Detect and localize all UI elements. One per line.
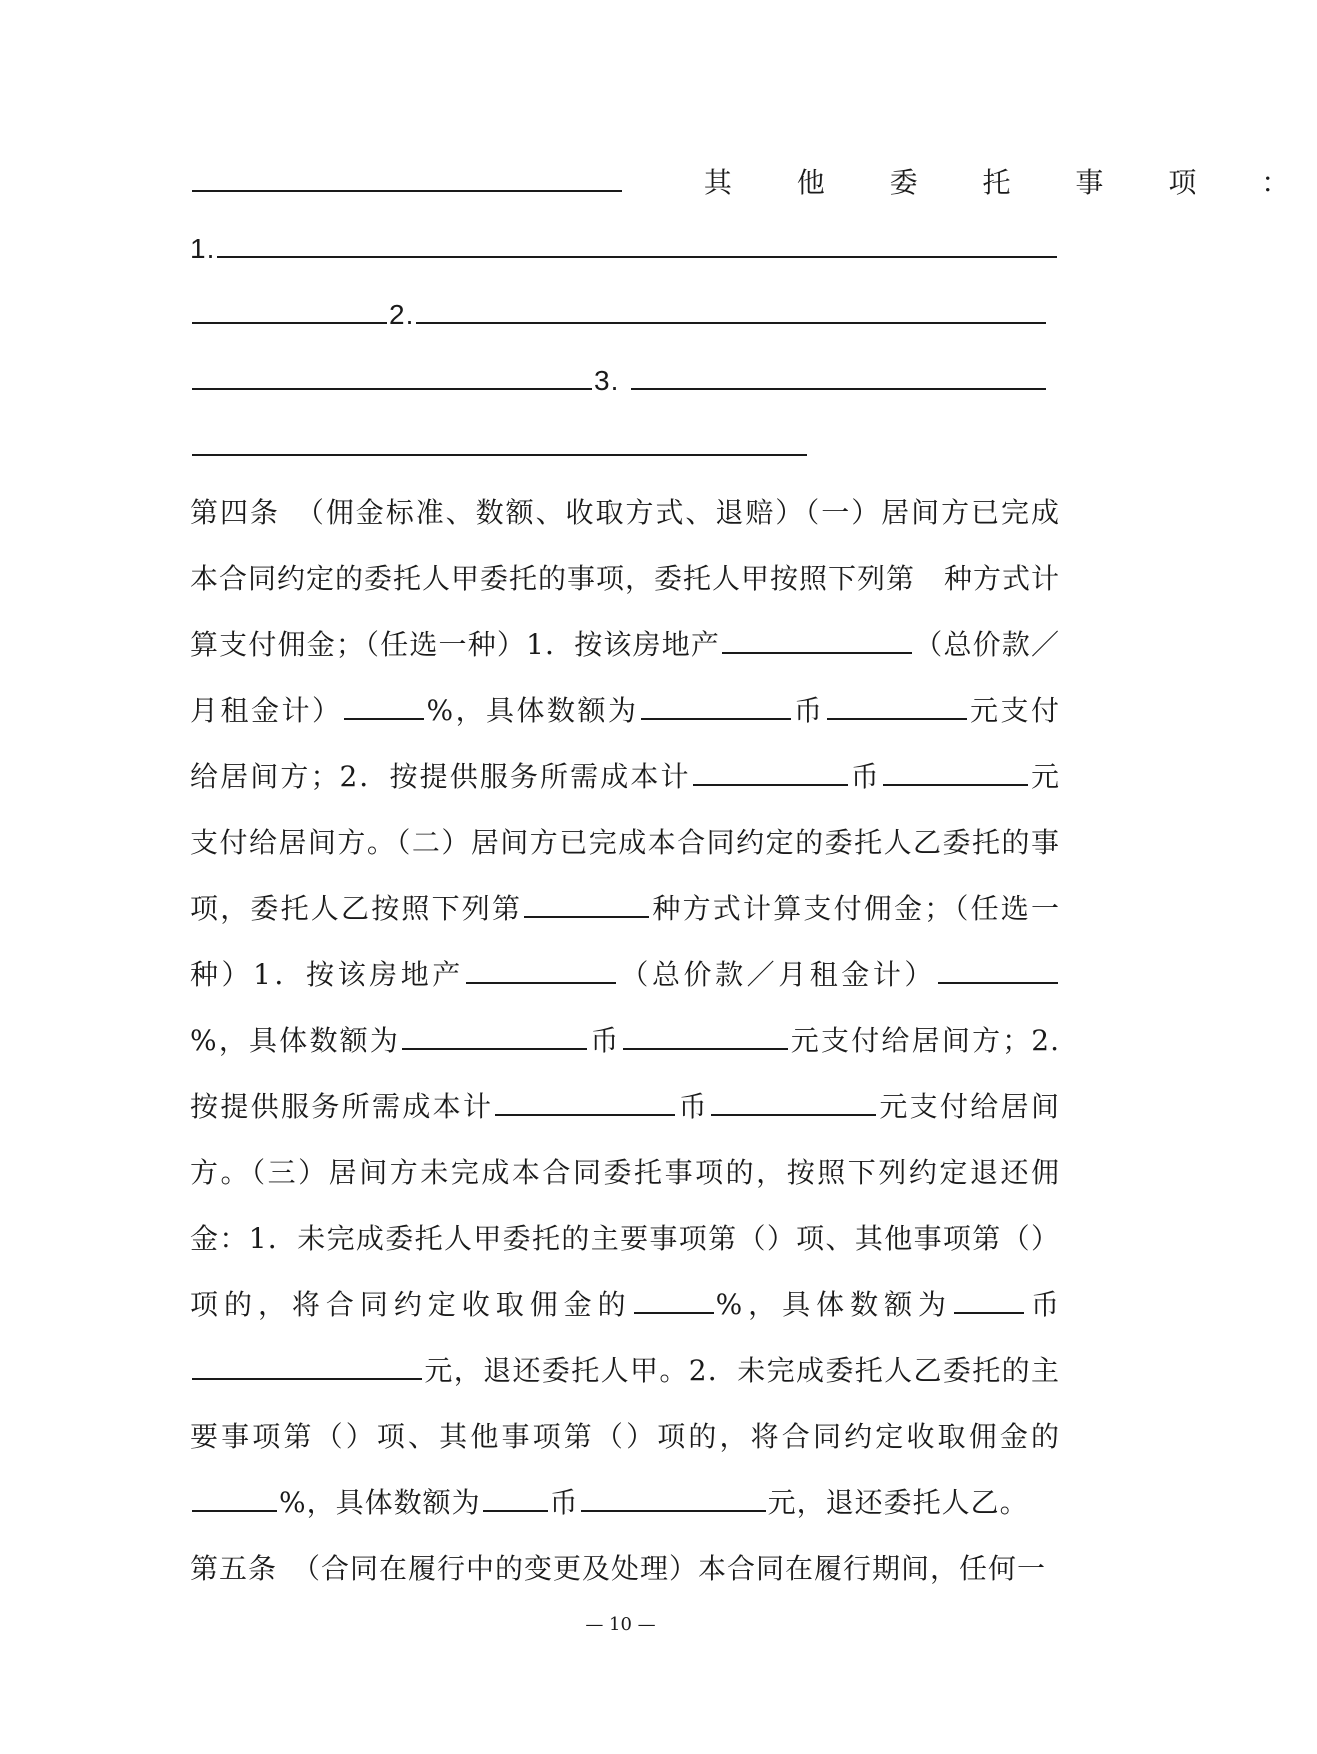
- article5-text-1: 第五条 （合同在履行中的变更及处理）本合同在履行期间，任何一: [190, 1552, 1047, 1585]
- blank-line[interactable]: [192, 1488, 277, 1512]
- article4-text-10: %，具体数额为: [190, 1024, 401, 1057]
- article4-text-1: 第四条 （佣金标准、数额、收取方式、退赔）（一）居间方已完成本合同约定的委托人甲委托的事项，委托人甲按照下列第 种方式计算支付佣金；（任选一种）1．按该房地产: [190, 496, 1061, 661]
- article4-text-13: 币: [677, 1090, 709, 1123]
- article4-text-8: 种方式计算支付佣金；（任选一种）1．按该房地产: [190, 892, 1060, 991]
- article4-text-20: 元，退还委托人乙。: [767, 1486, 1029, 1519]
- article4-text-3: %，具体数额为: [426, 694, 639, 727]
- blank-line[interactable]: [192, 300, 387, 324]
- blank-line[interactable]: [192, 432, 807, 456]
- article-5: [190, 1536, 1060, 1602]
- contract-text: [190, 150, 1317, 1602]
- blank-line[interactable]: [631, 366, 1046, 390]
- other-items-label: 其 他 委 托 事 项 ：: [703, 166, 1317, 199]
- blank-line[interactable]: [711, 1092, 876, 1116]
- article4-text-14: 元支付给居间方。（三）居间方未完成本合同委托事项的，按照下列约定退还佣金：1．未完成委托人甲委托的主要事项第（）项、其他事项第（）项的，将合同约定收取佣金的: [190, 1090, 1060, 1321]
- article-4: [190, 480, 1060, 1536]
- blank-line[interactable]: [192, 366, 592, 390]
- blank-line[interactable]: [623, 1026, 788, 1050]
- article4-text-6: 币: [849, 760, 881, 793]
- article4-text-7: 元支付给居间方。（二）居间方已完成本合同约定的委托人乙委托的事项，委托人乙按照下列第: [190, 760, 1060, 925]
- blank-line[interactable]: [954, 1290, 1024, 1314]
- blank-line[interactable]: [495, 1092, 675, 1116]
- article4-text-2: （总价款／月租金计）: [190, 628, 1060, 727]
- article4-text-11: 币: [589, 1024, 621, 1057]
- blank-line[interactable]: [416, 300, 1046, 324]
- blank-line[interactable]: [693, 762, 848, 786]
- blank-line[interactable]: [938, 960, 1058, 984]
- article4-text-5: 元支付给居间方；2．按提供服务所需成本计: [190, 694, 1060, 793]
- blank-line[interactable]: [634, 1290, 714, 1314]
- article4-text-12: 元支付给居间方；2. 按提供服务所需成本计: [190, 1024, 1060, 1123]
- article4-text-17: 元，退还委托人甲。2．未完成委托人乙委托的主要事项第（）项、其他事项第（）项的，将合同约定收取佣金的: [190, 1354, 1060, 1453]
- blank-line[interactable]: [883, 762, 1028, 786]
- blank-line[interactable]: [466, 960, 616, 984]
- blank-line[interactable]: [524, 894, 649, 918]
- article4-text-19: 币: [549, 1486, 579, 1519]
- item-1-line: [190, 216, 1060, 282]
- page-number: — 10 —: [585, 1614, 656, 1635]
- item-1-number: 1.: [190, 233, 216, 264]
- blank-tail-line: [190, 414, 1060, 480]
- blank-line[interactable]: [827, 696, 967, 720]
- item-3-line: [190, 348, 1060, 414]
- article4-text-15: %，具体数额为: [715, 1288, 953, 1321]
- blank-line[interactable]: [192, 1356, 422, 1380]
- item-2-line: [190, 282, 1060, 348]
- blank-line[interactable]: [344, 696, 424, 720]
- blank-line[interactable]: [581, 1488, 766, 1512]
- other-items-line: [190, 150, 1317, 216]
- item-2-number: 2.: [389, 299, 415, 330]
- item-3-number: 3.: [594, 365, 620, 396]
- article4-text-4: 币: [792, 694, 825, 727]
- article4-text-18: %，具体数额为: [279, 1486, 481, 1519]
- blank-line[interactable]: [641, 696, 791, 720]
- article4-text-16: 币: [1026, 1288, 1060, 1321]
- blank-line[interactable]: [722, 630, 912, 654]
- blank-line[interactable]: [192, 168, 622, 192]
- blank-line[interactable]: [483, 1488, 548, 1512]
- blank-line[interactable]: [217, 234, 1057, 258]
- article4-text-9: （总价款／月租金计）: [617, 958, 936, 991]
- blank-line[interactable]: [402, 1026, 587, 1050]
